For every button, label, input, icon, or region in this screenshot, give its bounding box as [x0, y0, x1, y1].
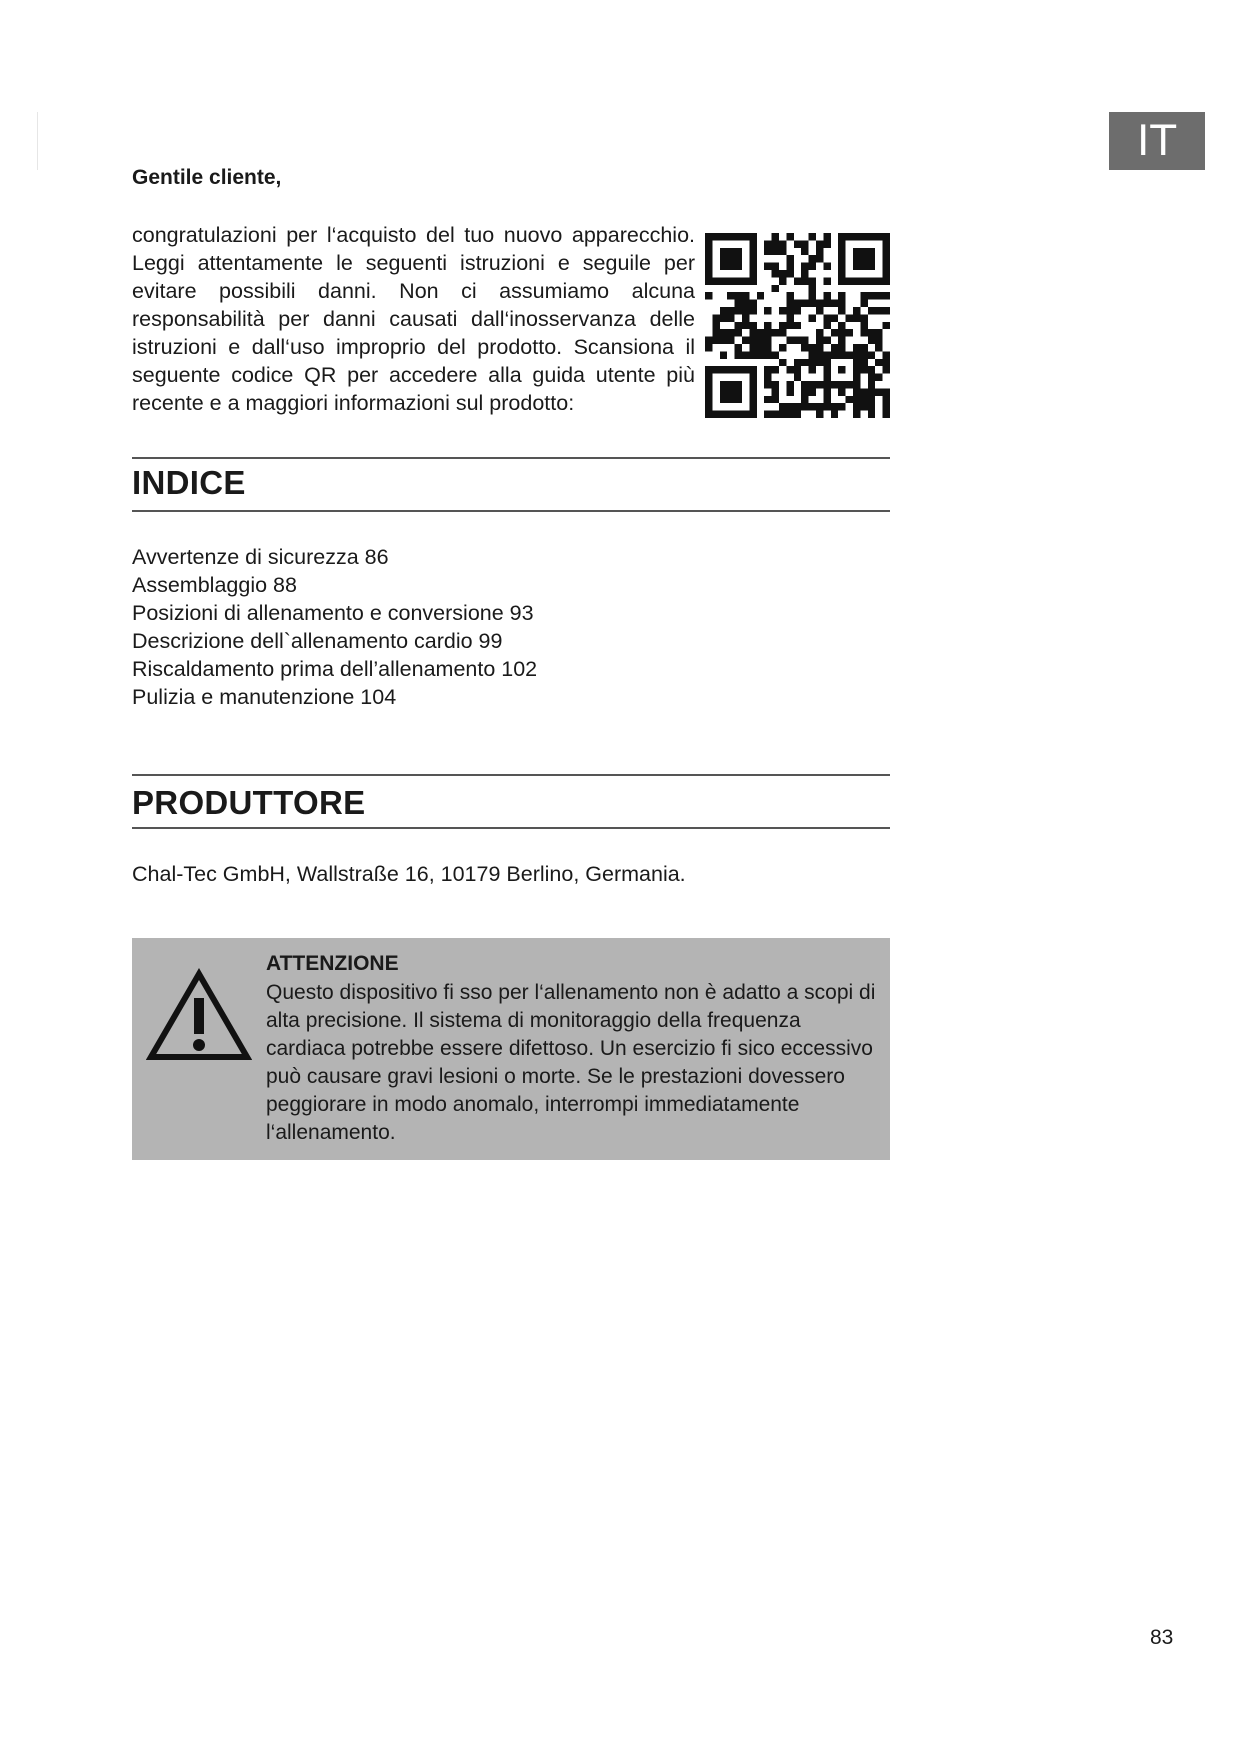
warning-title: ATTENZIONE: [266, 952, 399, 975]
warning-text: Questo dispositivo fi sso per l‘allenamento non è adatto a scopi di alta precisione. Il sistema di monitoraggio della frequenza cardiaca potrebbe essere difettoso. Un esercizio fi sico eccessivo può causare gravi lesioni o morte. Se le prestazioni dovessero peggiorare in modo anomalo, interrompi immediatamente l‘allenamento.: [266, 981, 876, 1144]
warning-triangle-icon: [146, 968, 252, 1064]
warning-box: [132, 938, 890, 1160]
producer-heading: PRODUTTORE: [132, 784, 366, 821]
producer-address: Chal-Tec GmbH, Wallstraße 16, 10179 Berlino, Germania.: [132, 862, 686, 886]
toc-item: Riscaldamento prima dell’allenamento 102: [132, 657, 538, 681]
producer-bottom-rule: [132, 827, 890, 829]
qr-code-icon[interactable]: [705, 233, 890, 418]
toc-item: Assemblaggio 88: [132, 573, 297, 597]
language-tab: IT: [1109, 112, 1205, 170]
toc-item: Avvertenze di sicurezza 86: [132, 545, 389, 569]
intro-paragraph: congratulazioni per l‘acquisto del tuo nuovo apparecchio. Leggi attentamente le seguenti istruzioni e seguile per evitare possibili danni. Non ci assumiamo alcuna responsabilità per danni causati dall‘inosservanza delle istruzioni e dall‘uso improprio del prodotto. Scansiona il seguente codice QR per accedere alla guida utente più recente e a maggiori informazioni sul prodotto:: [132, 223, 695, 415]
greeting: Gentile cliente,: [132, 166, 282, 189]
index-bottom-rule: [132, 510, 890, 512]
margin-line: [37, 112, 38, 170]
producer-top-rule: [132, 774, 890, 776]
page-number: 83: [1150, 1626, 1174, 1649]
table-of-contents: [132, 543, 537, 711]
toc-item: Pulizia e manutenzione 104: [132, 685, 397, 709]
toc-item: Descrizione dell`allenamento cardio 99: [132, 629, 503, 653]
index-heading: INDICE: [132, 464, 246, 501]
index-top-rule: [132, 457, 890, 459]
toc-item: Posizioni di allenamento e conversione 93: [132, 601, 534, 625]
